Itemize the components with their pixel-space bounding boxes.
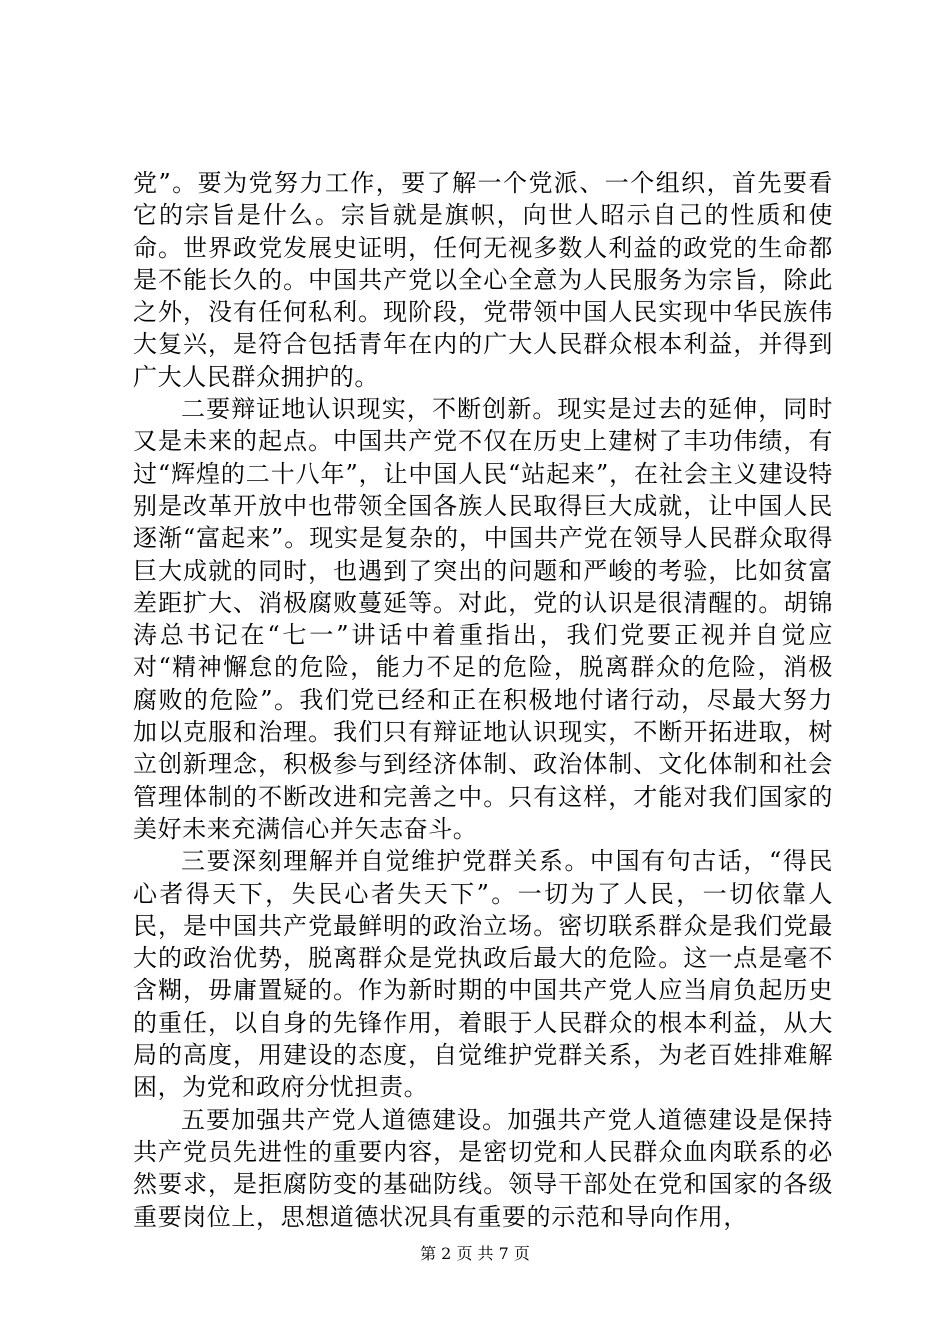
paragraph-3: 三要深刻理解并自觉维护党群关系。中国有句古话，“得民心者得天下，失民心者失天下”。一切为了人民，一切依靠人民，是中国共产党最鲜明的政治立场。密切联系群众是我们党最大的政治优势，脱离群众是党执政后最大的危险。这一点是毫不含糊，毋庸置疑的。作为新时期的中国共产党人应当肩负起历史的重任，以自身的先锋作用，着眼于人民群众的根本利益，从大局的高度，用建设的态度，自觉维护党群关系，为老百姓排难解困，为党和政府分忧担责。 — [133, 847, 833, 1102]
document-body — [133, 167, 833, 1233]
page-number-footer: 第 2 页 共 7 页 — [420, 1244, 530, 1263]
paragraph-2: 二要辩证地认识现实，不断创新。现实是过去的延伸，同时又是未来的起点。中国共产党不仅在历史上建树了丰功伟绩，有过“辉煌的二十八年”，让中国人民“站起来”，在社会主义建设特别是改革开放中也带领全国各族人民取得巨大成就，让中国人民逐渐“富起来”。现实是复杂的，中国共产党在领导人民群众取得巨大成就的同时，也遇到了突出的问题和严峻的考验，比如贫富差距扩大、消极腐败蔓延等。对此，党的认识是很清醒的。胡锦涛总书记在“七一”讲话中着重指出，我们党要正视并自觉应对“精神懈怠的危险，能力不足的危险，脱离群众的危险，消极腐败的危险”。我们党已经和正在积极地付诸行动，尽最大努力加以克服和治理。我们只有辩证地认识现实，不断开拓进取，树立创新理念，积极参与到经济体制、政治体制、文化体制和社会管理体制的不断改进和完善之中。只有这样，才能对我们国家的美好未来充满信心并矢志奋斗。 — [133, 395, 833, 843]
paragraph-4: 五要加强共产党人道德建设。加强共产党人道德建设是保持共产党员先进性的重要内容，是密切党和人民群众血肉联系的必然要求，是拒腐防变的基础防线。领导干部处在党和国家的各级重要岗位上，思想道德状况具有重要的示范和导向作用， — [133, 1105, 833, 1231]
paragraph-1: 党”。要为党努力工作，要了解一个党派、一个组织，首先要看它的宗旨是什么。宗旨就是旗帜，向世人昭示自己的性质和使命。世界政党发展史证明，任何无视多数人利益的政党的生命都是不能长久的。中国共产党以全心全意为人民服务为宗旨，除此之外，没有任何私利。现阶段，党带领中国人民实现中华民族伟大复兴，是符合包括青年在内的广大人民群众根本利益，并得到广大人民群众拥护的。 — [133, 169, 833, 391]
